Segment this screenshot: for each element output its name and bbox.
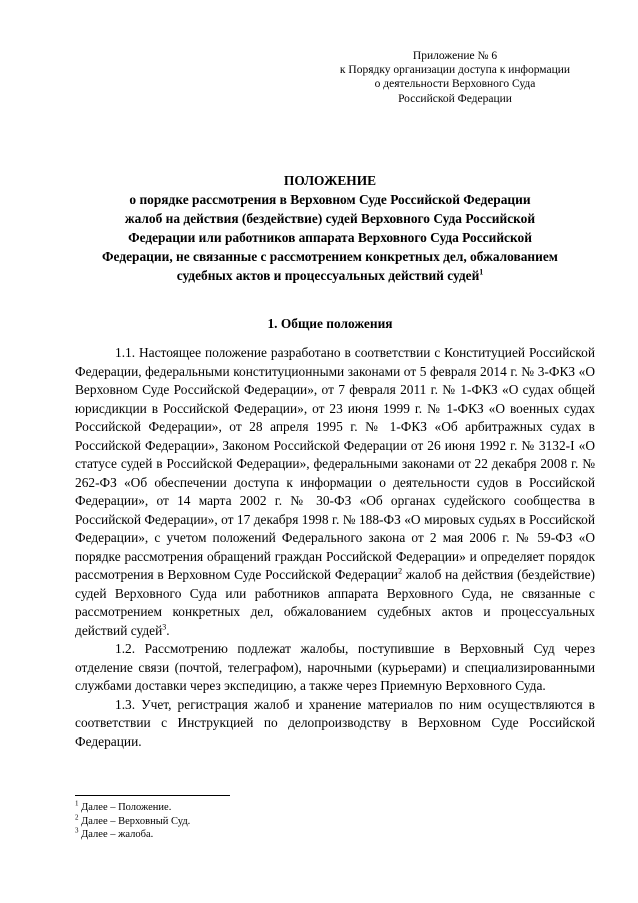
section-body	[75, 344, 595, 751]
appendix-line: Российской Федерации	[398, 92, 512, 105]
paragraph-text: .	[166, 622, 170, 638]
title-line: Федерации, не связанные с рассмотрением конкретных дел, обжалованием	[102, 249, 558, 264]
footnote-text: Далее – жалоба.	[81, 829, 154, 840]
document-title	[60, 171, 600, 285]
footnote-text: Далее – Положение.	[81, 802, 172, 813]
footnote	[75, 815, 375, 829]
title-line-text: судебных актов и процессуальных действий судей	[176, 268, 480, 283]
footnote-number: 2	[75, 813, 79, 821]
title-line: Федерации или работников аппарата Верховного Суда Российской	[128, 230, 532, 245]
footnote-text: Далее – Верховный Суд.	[81, 815, 191, 827]
appendix-line: о деятельности Верховного Суда	[374, 78, 536, 91]
paragraph-text: жалоб на действия (бездействие) судей Верховного Суда или работников аппарата Верховного Суда, не связанные с рассмотрением конкретных дел, обжалованием судебных актов и процессуальных действий судей	[75, 567, 596, 638]
footnote-divider	[75, 795, 230, 796]
paragraph-text: 1.1. Настоящее положение разработано в соответствии с Конституцией Российской Федерации, федеральными конституционными законами от 5 февраля 2014 г. № 3-ФКЗ «О Верховном Суде Российской Федерации», от 7 февраля 2011 г. № 1-ФКЗ «О судах общей юрисдикции в Российской Федерации», от 23 июня 1999 г. № 1-ФКЗ «О военных судах Российской Федерации», от 28 апреля 1995 г. № 1-ФКЗ «Об арбитражных судах в Российской Федерации», Законом Российской Федерации от 26 июня 1992 г. № 3132-I «О статусе судей в Российской Федерации», федеральными законами от 22 декабря 2008 г. № 262-ФЗ «Об обеспечении доступа к информации о деятельности судов в Российской Федерации», от 14 марта 2002 г. № 30-ФЗ «Об органах судейского сообщества в Российской Федерации», от 17 декабря 1998 г. № 188-ФЗ «О мировых судьях в Российской Федерации», с учетом положений Федерального закона от 2 мая 2006 г. № 59-ФЗ «О порядке рассмотрения обращений граждан Российской Федерации» и определяет порядок рассмотрения в Верховном Суде Российской Федерации	[75, 345, 595, 582]
footnote-ref: 1	[479, 267, 484, 277]
footnote	[75, 801, 375, 815]
title-heading: ПОЛОЖЕНИЕ	[283, 173, 377, 188]
title-line: жалоб на действия (бездействие) судей Верховного Суда Российской	[124, 211, 536, 226]
footnote-number: 3	[75, 826, 79, 835]
appendix-note	[300, 49, 610, 106]
appendix-line: Приложение № 6	[412, 50, 498, 62]
footnotes	[75, 801, 375, 842]
section-heading: 1. Общие положения	[267, 316, 393, 331]
footnote-ref: 2	[398, 566, 403, 576]
title-line-last	[60, 266, 600, 285]
footnote-ref: 3	[162, 622, 167, 632]
appendix-line: к Порядку организации доступа к информации	[339, 64, 571, 77]
footnote-number: 1	[75, 799, 79, 808]
paragraph-1-1	[75, 344, 595, 640]
footnote	[75, 828, 375, 842]
paragraph-1-3: 1.3. Учет, регистрация жалоб и хранение материалов по ним осуществляются в соответствии с Инструкцией по делопроизводству в Верховном Суде Российской Федерации.	[75, 696, 595, 749]
paragraph-1-2: 1.2. Рассмотрению подлежат жалобы, поступившие в Верховный Суд через отделение связи (почтой, телеграфом), нарочными (курьерами) и специализированными службами доставки через экспедицию, а также через Приемную Верховного Суда.	[75, 641, 595, 693]
title-line: о порядке рассмотрения в Верховном Суде Российской Федерации	[129, 192, 531, 207]
